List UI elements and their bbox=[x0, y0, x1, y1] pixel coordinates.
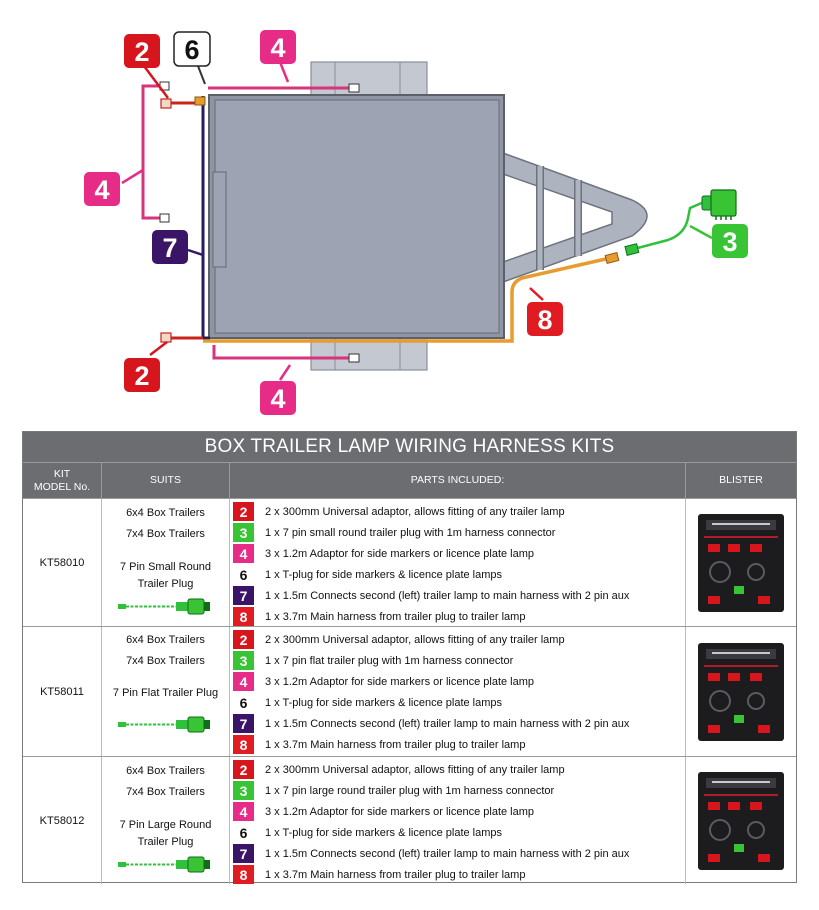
part-item bbox=[230, 606, 685, 627]
part-number-badge: 7 bbox=[233, 586, 254, 605]
part-number-badge: 2 bbox=[233, 502, 254, 521]
part-item bbox=[230, 543, 685, 564]
small-round-plug-icon bbox=[118, 597, 214, 615]
part-item bbox=[230, 564, 685, 585]
suits-item: 7 Pin Flat Trailer Plug bbox=[112, 687, 219, 699]
part-item bbox=[230, 713, 685, 734]
suits-item: 7 Pin Large Round bbox=[119, 819, 212, 831]
table-row bbox=[23, 498, 796, 626]
blister-pack-image bbox=[698, 643, 784, 741]
part-number-badge: 6 bbox=[233, 823, 254, 842]
suits-item: Trailer Plug bbox=[137, 836, 194, 848]
callout-label: 4 bbox=[94, 175, 110, 205]
part-description: 1 x T-plug for side markers & licence plate lamps bbox=[265, 696, 503, 709]
part-item bbox=[230, 734, 685, 755]
part-description: 1 x 7 pin small round trailer plug with 1m harness connector bbox=[265, 526, 556, 539]
trailer-wiring-diagram bbox=[0, 0, 819, 425]
part-number-badge: 6 bbox=[233, 565, 254, 584]
part-number-badge: 2 bbox=[233, 760, 254, 779]
parts-cell bbox=[229, 627, 685, 756]
suits-item: 6x4 Box Trailers bbox=[126, 507, 205, 519]
part-number-badge: 8 bbox=[233, 865, 254, 884]
callout-label: 4 bbox=[270, 33, 286, 63]
table-title: BOX TRAILER LAMP WIRING HARNESS KITS bbox=[23, 432, 796, 462]
kit-model-number: KT58011 bbox=[40, 685, 84, 698]
part-number-badge: 3 bbox=[233, 651, 254, 670]
part-description: 1 x 1.5m Connects second (left) trailer lamp to main harness with 2 pin aux bbox=[265, 717, 630, 730]
part-item bbox=[230, 692, 685, 713]
kit-model-number: KT58012 bbox=[39, 814, 85, 827]
part-item bbox=[230, 822, 685, 843]
header-suits: SUITS bbox=[101, 463, 229, 498]
trailer-body bbox=[209, 95, 504, 338]
suits-cell bbox=[101, 757, 229, 884]
part-item bbox=[230, 650, 685, 671]
part-number-badge: 3 bbox=[233, 781, 254, 800]
part-number-badge: 8 bbox=[233, 735, 254, 754]
suits-cell bbox=[101, 627, 229, 756]
suits-item: 7x4 Box Trailers bbox=[126, 655, 205, 667]
callout-label: 3 bbox=[722, 227, 738, 257]
callout-label: 7 bbox=[162, 233, 178, 263]
part-description: 1 x 1.5m Connects second (left) trailer lamp to main harness with 2 pin aux bbox=[265, 589, 630, 602]
part-description: 1 x T-plug for side markers & licence plate lamps bbox=[265, 826, 503, 839]
part-number-badge: 7 bbox=[233, 714, 254, 733]
large-round-plug-icon bbox=[118, 855, 214, 873]
blister-cell bbox=[685, 627, 796, 756]
part-description: 3 x 1.2m Adaptor for side markers or licence plate lamp bbox=[265, 805, 535, 818]
header-model-label: KIT MODEL No. bbox=[33, 467, 91, 493]
suits-item: 7x4 Box Trailers bbox=[126, 786, 205, 798]
part-item bbox=[230, 759, 685, 780]
blister-cell bbox=[685, 757, 796, 884]
part-item bbox=[230, 522, 685, 543]
part-number-badge: 3 bbox=[233, 523, 254, 542]
callout-label: 8 bbox=[537, 305, 553, 335]
table-row bbox=[23, 626, 796, 756]
part-description: 1 x T-plug for side markers & licence plate lamps bbox=[265, 568, 503, 581]
suits-item: 6x4 Box Trailers bbox=[126, 765, 205, 777]
callout-3-right bbox=[712, 224, 748, 258]
table-header-row bbox=[23, 462, 796, 498]
part-item bbox=[230, 501, 685, 522]
part-item bbox=[230, 629, 685, 650]
callout-4-bottom bbox=[260, 381, 296, 415]
parts-cell bbox=[229, 757, 685, 884]
suits-cell bbox=[101, 499, 229, 626]
part-description: 1 x 7 pin flat trailer plug with 1m harness connector bbox=[265, 654, 514, 667]
part-description: 1 x 3.7m Main harness from trailer plug to trailer lamp bbox=[265, 738, 526, 751]
suits-item: Trailer Plug bbox=[137, 578, 194, 590]
part-description: 2 x 300mm Universal adaptor, allows fitting of any trailer lamp bbox=[265, 505, 565, 518]
callout-label: 2 bbox=[134, 361, 150, 391]
callout-label: 4 bbox=[270, 384, 286, 414]
part-number-badge: 2 bbox=[233, 630, 254, 649]
flat-plug-icon bbox=[118, 715, 214, 733]
callout-2-top bbox=[124, 34, 160, 68]
header-blister: BLISTER bbox=[685, 463, 796, 498]
part-item bbox=[230, 780, 685, 801]
parts-cell bbox=[229, 499, 685, 626]
part-description: 2 x 300mm Universal adaptor, allows fitting of any trailer lamp bbox=[265, 763, 565, 776]
callout-label: 2 bbox=[134, 37, 150, 67]
callout-label: 6 bbox=[184, 35, 200, 65]
part-number-badge: 4 bbox=[233, 672, 254, 691]
blister-pack-image bbox=[698, 772, 784, 870]
callout-4-left bbox=[84, 172, 120, 206]
kit-table bbox=[22, 431, 797, 883]
part-number-badge: 6 bbox=[233, 693, 254, 712]
part-number-badge: 7 bbox=[233, 844, 254, 863]
part-item bbox=[230, 864, 685, 885]
part-description: 1 x 1.5m Connects second (left) trailer lamp to main harness with 2 pin aux bbox=[265, 847, 630, 860]
trailer-plug-icon bbox=[702, 190, 736, 220]
kit-model-number: KT58010 bbox=[39, 556, 85, 569]
blister-pack-image bbox=[698, 514, 784, 612]
blister-cell bbox=[685, 499, 796, 626]
callout-7-left bbox=[152, 230, 188, 264]
part-item bbox=[230, 801, 685, 822]
callout-6-top bbox=[174, 32, 210, 66]
wire-4-left bbox=[143, 86, 162, 218]
part-description: 2 x 300mm Universal adaptor, allows fitting of any trailer lamp bbox=[265, 633, 565, 646]
part-description: 1 x 3.7m Main harness from trailer plug to trailer lamp bbox=[265, 610, 526, 623]
callout-2-bottom bbox=[124, 358, 160, 392]
suits-item: 6x4 Box Trailers bbox=[126, 634, 205, 646]
header-parts: PARTS INCLUDED: bbox=[229, 463, 685, 498]
part-item bbox=[230, 843, 685, 864]
part-description: 1 x 7 pin large round trailer plug with 1m harness connector bbox=[265, 784, 555, 797]
part-item bbox=[230, 585, 685, 606]
suits-item: 7x4 Box Trailers bbox=[126, 528, 205, 540]
part-description: 3 x 1.2m Adaptor for side markers or licence plate lamp bbox=[265, 675, 535, 688]
callout-4-top bbox=[260, 30, 296, 64]
trailer-drawbar bbox=[503, 153, 647, 282]
table-body bbox=[23, 498, 796, 884]
part-description: 1 x 3.7m Main harness from trailer plug to trailer lamp bbox=[265, 868, 526, 881]
table-row bbox=[23, 756, 796, 884]
callout-8-right bbox=[527, 302, 563, 336]
header-model bbox=[23, 463, 101, 498]
part-number-badge: 8 bbox=[233, 607, 254, 626]
part-number-badge: 4 bbox=[233, 544, 254, 563]
part-description: 3 x 1.2m Adaptor for side markers or licence plate lamp bbox=[265, 547, 535, 560]
suits-item: 7 Pin Small Round bbox=[119, 561, 212, 573]
part-number-badge: 4 bbox=[233, 802, 254, 821]
part-item bbox=[230, 671, 685, 692]
